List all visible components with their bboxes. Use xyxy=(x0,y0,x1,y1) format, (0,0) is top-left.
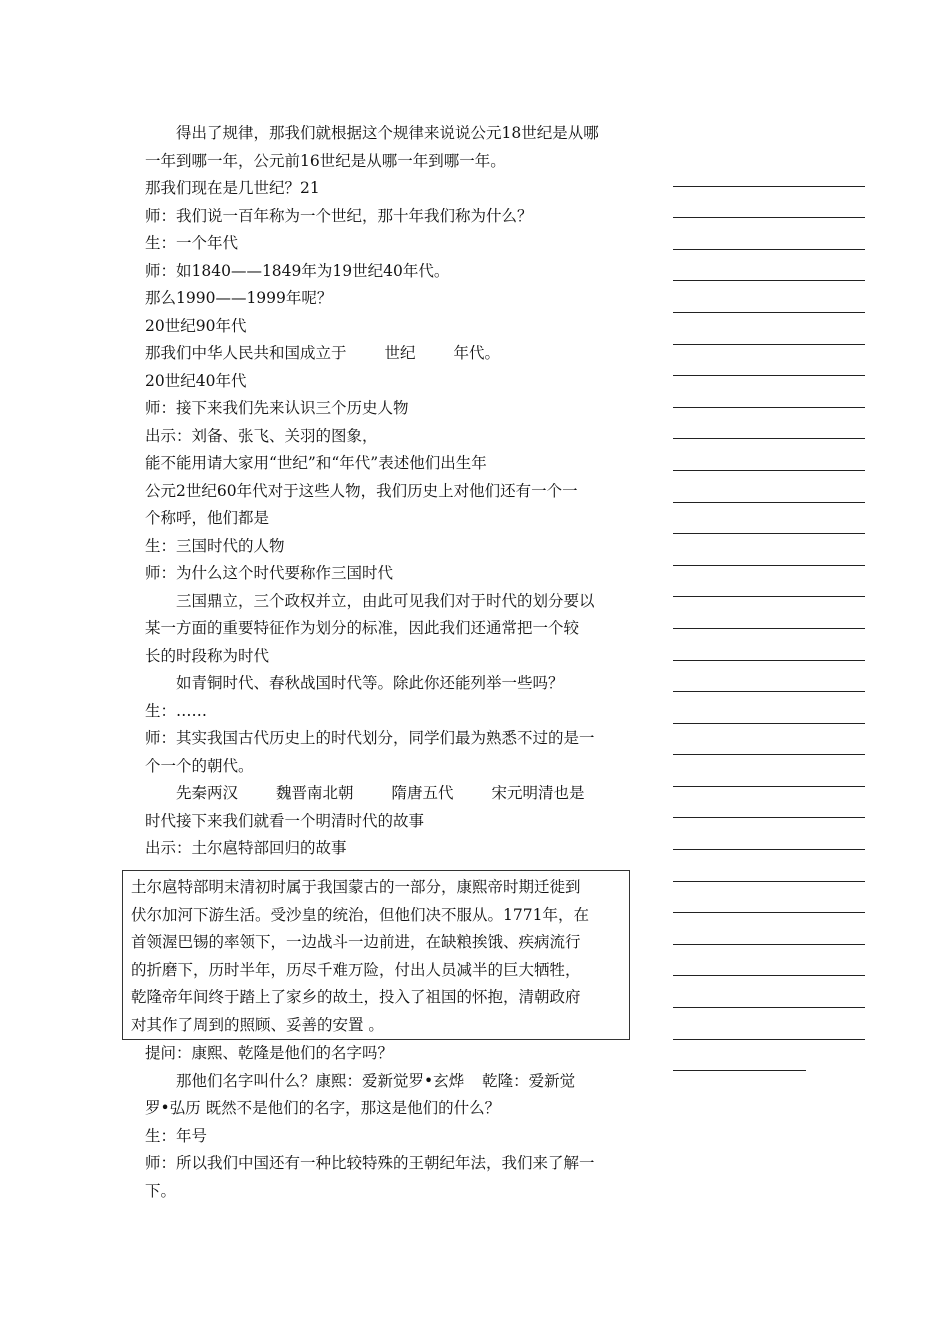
founding-decade: 年代。 xyxy=(453,344,501,362)
note-line xyxy=(673,945,865,977)
founding-prefix: 那我们中华人民共和国成立于 xyxy=(145,344,347,362)
text-line: 生：三国时代的人物 xyxy=(145,536,285,555)
after-story-text xyxy=(145,1040,635,1205)
note-line xyxy=(673,629,865,661)
text-line: 得出了规律，那我们就根据这个规律来说说公元18世纪是从哪 xyxy=(176,124,599,142)
note-line xyxy=(673,692,865,724)
text-line: 生：一个年代 xyxy=(145,234,239,252)
note-line xyxy=(673,187,865,219)
note-line xyxy=(673,281,865,313)
text-line: 罗•弘历 既然不是他们的名字，那这是他们的什么？ xyxy=(145,1099,501,1117)
text-line: 出示：土尔扈特部回归的故事 xyxy=(145,839,347,857)
story-line: 土尔扈特部明末清初时属于我国蒙古的一部分，康熙帝时期迁徙到 xyxy=(131,878,581,896)
note-line xyxy=(673,818,865,850)
text-line: 师：接下来我们先来认识三个历史人物 xyxy=(145,399,409,417)
text-line: 出示：刘备、张飞、关羽的图象， xyxy=(145,426,378,445)
note-line xyxy=(673,882,865,914)
note-line xyxy=(673,534,865,566)
text-line: 一年到哪一年，公元前16世纪是从哪一年到哪一年。 xyxy=(145,151,506,170)
text-line: 长的时段称为时代 xyxy=(145,646,270,665)
text-line: 如青铜时代、春秋战国时代等。除此你还能列举一些吗？ xyxy=(176,674,564,692)
dynasty-group: 宋元明清也是 xyxy=(491,784,585,802)
text-line: 师：为什么这个时代要称作三国时代 xyxy=(145,564,394,582)
text-line: 20世纪90年代 xyxy=(145,316,247,335)
note-line xyxy=(673,408,865,440)
text-line: 公元2世纪60年代对于这些人物，我们历史上对他们还有一个一 xyxy=(145,481,578,500)
text-line: 个一个的朝代。 xyxy=(145,756,254,775)
note-line xyxy=(673,471,865,503)
note-line xyxy=(673,503,865,535)
names-suffix: 乾隆：爱新觉 xyxy=(482,1071,576,1090)
note-line xyxy=(673,218,865,250)
text-line: 生：年号 xyxy=(145,1126,208,1145)
note-line xyxy=(673,913,865,945)
text-line: 个称呼，他们都是 xyxy=(145,509,270,527)
text-line: 那么1990——1999年呢？ xyxy=(145,289,333,307)
text-line: 师：所以我们中国还有一种比较特殊的王朝纪年法，我们来了解一 xyxy=(145,1154,595,1172)
note-line xyxy=(673,376,865,408)
story-line: 对其作了周到的照顾、妥善的安置 。 xyxy=(131,1015,384,1034)
note-line xyxy=(673,597,865,629)
text-line: 下。 xyxy=(145,1181,177,1200)
story-line: 乾隆帝年间终于踏上了家乡的故土，投入了祖国的怀抱，清朝政府 xyxy=(131,988,581,1006)
text-line: 师：如1840——1849年为19世纪40年代。 xyxy=(145,261,450,280)
text-line: 能不能用请大家用“世纪”和“年代”表述他们出生年 xyxy=(145,454,487,472)
dynasty-group: 隋唐五代 xyxy=(391,784,454,802)
note-line xyxy=(673,345,865,377)
note-line xyxy=(673,976,865,1008)
note-lines-column xyxy=(673,155,865,1071)
text-line: 某一方面的重要特征作为划分的标准，因此我们还通常把一个较 xyxy=(145,619,580,637)
note-line xyxy=(673,724,865,756)
note-line xyxy=(673,313,865,345)
story-line: 的折磨下，历时半年，历尽千难万险，付出人员减半的巨大牺牲， xyxy=(131,960,581,979)
text-line: 提问：康熙、乾隆是他们的名字吗？ xyxy=(145,1044,394,1062)
text-line: 师：其实我国古代历史上的时代划分，同学们最为熟悉不过的是一 xyxy=(145,729,595,747)
text-line: 20世纪40年代 xyxy=(145,371,247,390)
note-line xyxy=(673,1008,865,1040)
note-line xyxy=(673,755,865,787)
text-line: 师：我们说一百年称为一个世纪，那十年我们称为什么？ xyxy=(145,206,533,225)
founding-question-line xyxy=(145,340,635,368)
story-line: 首领渥巴锡的率领下，一边战斗一边前进，在缺粮挨饿、疾病流行 xyxy=(131,933,581,951)
emperor-names-line xyxy=(145,1068,635,1096)
main-text xyxy=(145,120,635,863)
note-line xyxy=(673,850,865,882)
note-line xyxy=(673,250,865,282)
note-line xyxy=(673,155,865,187)
founding-century: 世纪 xyxy=(384,344,416,362)
dynasties-line xyxy=(145,780,635,808)
text-line: 生：…… xyxy=(145,701,208,720)
dynasty-group: 魏晋南北朝 xyxy=(276,784,354,802)
note-line xyxy=(673,439,865,471)
story-box xyxy=(122,870,630,1040)
text-line: 那我们现在是几世纪？21 xyxy=(145,179,320,197)
names-prefix: 那他们名字叫什么？康熙：爱新觉罗•玄烨 xyxy=(176,1071,465,1090)
note-line xyxy=(673,661,865,693)
note-line xyxy=(673,566,865,598)
text-line: 时代接下来我们就看一个明清时代的故事 xyxy=(145,811,425,830)
note-line xyxy=(673,1040,806,1072)
note-line xyxy=(673,787,865,819)
dynasty-group: 先秦两汉 xyxy=(176,784,239,802)
text-line: 三国鼎立，三个政权并立，由此可见我们对于时代的划分要以 xyxy=(176,591,595,610)
story-line: 伏尔加河下游生活。受沙皇的统治，但他们决不服从。1771年，在 xyxy=(131,905,589,924)
